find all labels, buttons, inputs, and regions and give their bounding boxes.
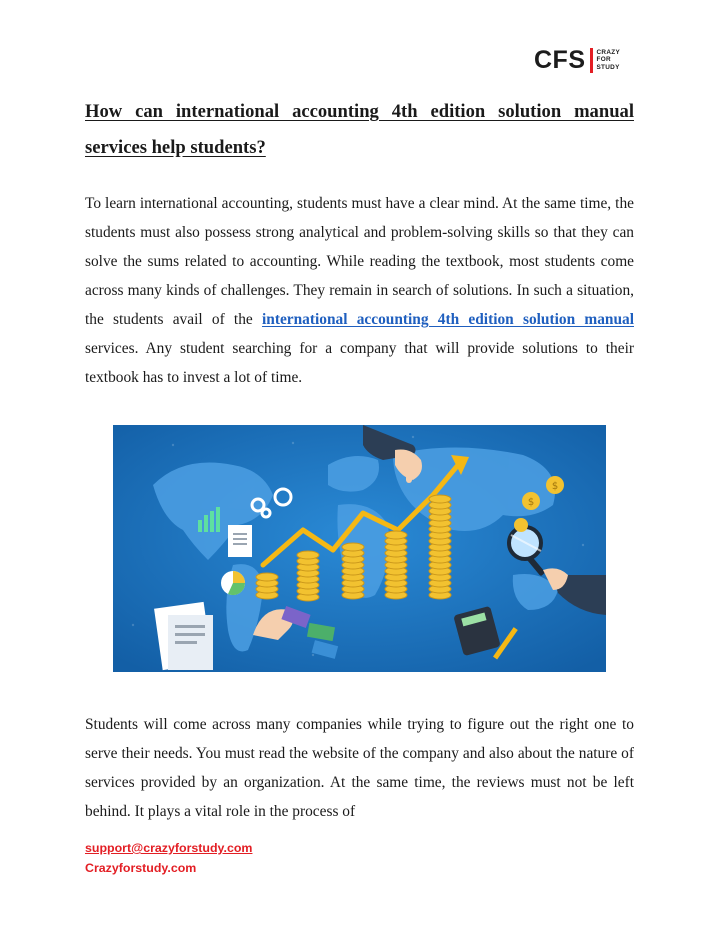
growth-coins-illustration <box>113 425 606 672</box>
logo-tagline <box>597 49 621 72</box>
logo-tag-line: FOR <box>596 56 611 64</box>
growth-illustration <box>113 425 606 672</box>
logo-tag-line: CRAZY <box>596 48 621 56</box>
site-name: Crazyforstudy.com <box>85 861 197 875</box>
intro-paragraph <box>85 189 634 392</box>
logo-divider <box>590 48 593 73</box>
solution-manual-link[interactable]: international accounting 4th edition solution manual <box>261 311 634 328</box>
crazyforstudy-logo <box>534 46 620 74</box>
intro-text-before-link: To learn international accounting, students must have a clear mind. At the same time, the students must also possess strong analytical and problem-solving skills so that they can solve the sums related to accounting. While reading the textbook, most students come across many kinds of challenges. They remain in search of solutions. In such a situation, the students avail of the <box>85 195 634 328</box>
pie-chart-icon <box>221 571 245 595</box>
logo-mark: CFS <box>534 45 586 74</box>
support-email-link[interactable]: support@crazyforstudy.com <box>85 841 253 855</box>
logo-tag-line: STUDY <box>596 63 620 71</box>
svg-text:$: $ <box>551 481 559 492</box>
svg-text:$: $ <box>527 497 535 508</box>
second-paragraph: Students will come across many companies while trying to figure out the right one to serve their needs. You must read the website of the company and also about the nature of services provided by an organization. At the same time, the reviews must not be left behind. It plays a vital role in the process of <box>85 716 634 820</box>
footer-contact <box>85 838 252 878</box>
intro-text-after-link: services. Any student searching for a company that will provide solutions to their textbook has to invest a lot of time. <box>85 340 634 386</box>
papers-icon <box>154 602 213 670</box>
document-icon <box>228 525 252 557</box>
page-title: How can international accounting 4th edition solution manual services help students? <box>85 101 634 158</box>
